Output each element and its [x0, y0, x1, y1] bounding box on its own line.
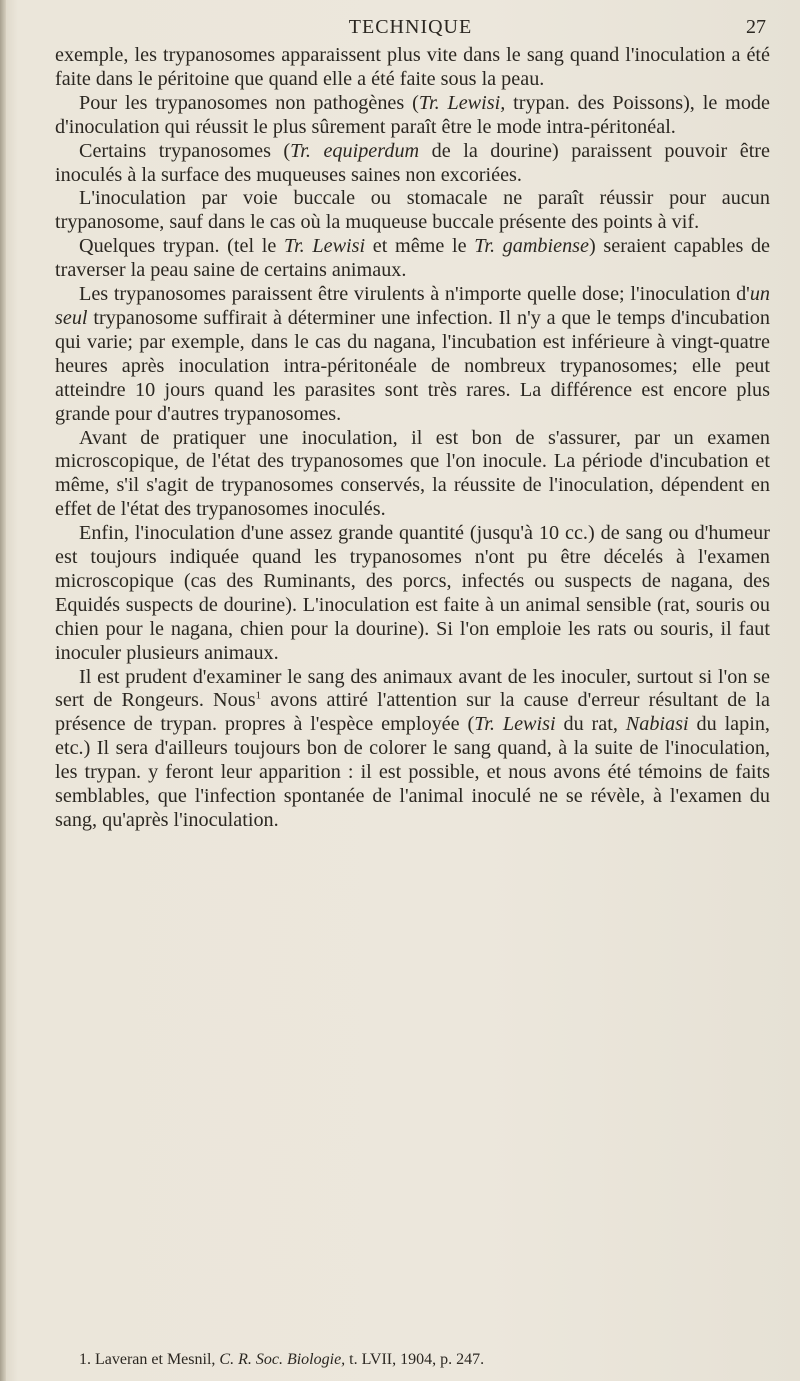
running-title: TECHNIQUE — [348, 16, 473, 38]
paragraph — [55, 522, 770, 665]
italic-text: C. R. Soc. Biologie, — [219, 1351, 346, 1368]
paragraph — [55, 44, 770, 92]
page-header — [55, 14, 766, 44]
text-run: exemple, les trypanosomes apparaissent plus vite dans le sang quand l'inoculation a été faite dans le péritoine que quand elle a été faite sous la peau. — [55, 44, 770, 90]
text-run: Quelques trypan. (tel le — [79, 235, 284, 258]
text-run: Les trypanosomes paraissent être virulents à n'importe quelle dose; l'inoculation d' — [79, 283, 750, 306]
paragraph — [55, 666, 770, 833]
italic-text: un seul — [55, 283, 770, 329]
text-run: trypan. des Poissons), le mode d'inoculation qui réussit le plus sûrement paraît être le mode intra-péritonéal. — [55, 91, 770, 138]
paragraph — [55, 427, 770, 523]
paragraph — [55, 187, 770, 235]
italic-text: Tr. Lewisi — [283, 235, 366, 258]
binding-edge — [0, 0, 6, 1381]
text-run: Certains trypanosomes ( — [79, 139, 291, 162]
italic-text: Tr. equiperdum — [290, 139, 420, 162]
body-text — [55, 44, 770, 833]
paragraph — [55, 235, 770, 283]
text-run: Il est prudent d'examiner le sang des animaux avant de les inoculer, surtout si l'on se sert de Rongeurs. Nous — [55, 665, 770, 712]
footnote — [55, 1350, 766, 1370]
text-run: L'inoculation par voie buccale ou stomacale ne paraît réussir pour aucun trypanosome, sauf dans le cas où la muqueuse buccale présente des points à vif. — [55, 187, 770, 234]
text-run: 1. Laveran et Mesnil, — [79, 1351, 220, 1368]
text-run: et même le — [365, 235, 475, 258]
paragraph — [55, 140, 770, 188]
italic-text: Tr. Lewisi, — [418, 91, 506, 114]
text-run: Pour les trypanosomes non pathogènes ( — [79, 91, 419, 114]
text-run: ) seraient capables de traverser la peau saine de certains animaux. — [55, 235, 771, 282]
text-run: de la dourine) paraissent pouvoir être inoculés à la surface des muqueuses saines non excoriées. — [55, 139, 770, 186]
text-run: t. LVII, 1904, p. 247. — [345, 1351, 485, 1368]
text-run: Avant de pratiquer une inoculation, il est bon de s'assurer, par un examen microscopique, de l'état des trypanosomes que l'on inocule. La période d'incubation et même, s'il s'agit de trypanosomes conservés, la réussite de l'inoculation, dépendent en effet de l'état des trypanosomes inoculés. — [55, 426, 770, 521]
italic-text: Nabiasi — [625, 713, 689, 736]
paragraph — [55, 92, 770, 140]
paragraph — [55, 283, 770, 426]
italic-text: Tr. Lewisi — [474, 713, 556, 736]
page-number: 27 — [746, 16, 766, 38]
text-run: trypanosome suffirait à déterminer une infection. Il n'y a que le temps d'incubation qui varie; par exemple, dans le cas du nagana, l'incubation est inférieure à vingt-quatre heures après inoculation intra-péritonéale de nombreux trypanosomes; elle peut atteindre 10 jours quand les parasites sont très rares. La différence est encore plus grande pour d'autres trypanosomes. — [55, 306, 770, 425]
text-run: du rat, — [555, 713, 626, 736]
footnote-reference: 1 — [255, 689, 262, 702]
text-run: du lapin, etc.) Il sera d'ailleurs toujours bon de colorer le sang quand, à la suite de l'inoculation, les trypan. y feront leur apparition : il est possible, et nous avons été témoins de faits semblables, que l'infection spontanée de l'animal inoculé ne se révèle, à l'examen du sang, qu'après l'inoculation. — [55, 713, 770, 831]
italic-text: Tr. gambiense — [474, 235, 589, 258]
text-run: avons attiré l'attention sur la cause d'erreur résultant de la présence de trypan. propres à l'espèce employée ( — [55, 689, 770, 736]
text-run: Enfin, l'inoculation d'une assez grande quantité (jusqu'à 10 cc.) de sang ou d'humeur est toujours indiquée quand les trypanosomes n'ont pu être décelés à l'examen microscopique (cas des Ruminants, des porcs, infectés ou suspects de nagana, des Equidés suspects de dourine). L'inoculation est faite à un animal sensible (rat, souris ou chien pour le nagana, chien pour la dourine). Si l'on emploie les rats ou souris, il faut inoculer plusieurs animaux. — [55, 522, 770, 664]
